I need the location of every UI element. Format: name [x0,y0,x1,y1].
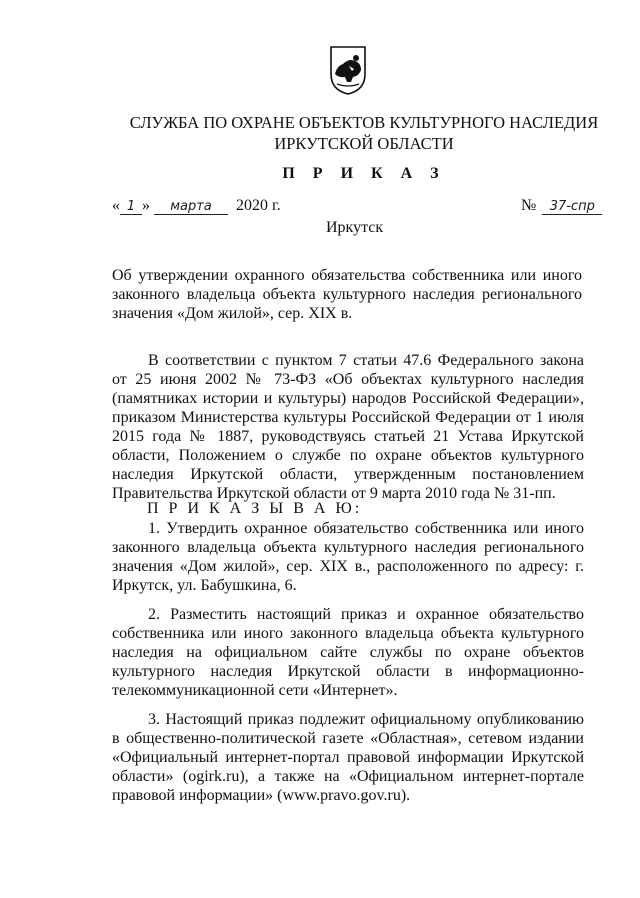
date-month-handwritten: марта [154,199,228,215]
irkutsk-coat-of-arms-icon [327,44,369,96]
order-item-text: 3. Настоящий приказ подлежит официальному опубликованию в общественно-политической газете «Областная», сетевом издании «Официальный интернет-портал правовой информации Иркутской области» (ogirk.ru), а также на «Официальном интернет-портале правовой информации» (www.pravo.gov.ru). [112,711,584,804]
document-subject: Об утверждении охранного обязательства собственника или иного законного владельца объекта культурного наследия регионального значения «Дом жилой», сер. XIX в. [112,267,582,322]
order-directive-heading: П Р И К А З Ы В А Ю: [147,500,363,517]
document-number [521,197,602,215]
date-day-handwritten: 1 [120,199,142,215]
order-item-3 [112,710,584,805]
number-handwritten: 37-спр [542,199,602,215]
order-item-1 [112,519,584,595]
order-item-text: 2. Разместить настоящий приказ и охранное обязательство собственника или иного законного владельца объекта культурного наследия на официальном сайте службы по охране объектов культурного наследия Иркутской области в информационно-телекоммуникационной сети «Интернет». [112,606,584,699]
number-prefix: № [521,197,537,214]
document-type-title: П Р И К А З [282,165,446,182]
order-item-text: 1. Утвердить охранное обязательство собственника или иного законного владельца объекта культурного наследия регионального значения «Дом жилой», сер. XIX в., расположенного по адресу: г. Иркутск, ул. Бабушкина, 6. [112,520,584,594]
date-year: 2020 г. [236,197,281,214]
agency-name [0,112,640,154]
agency-name-line1: СЛУЖБА ПО ОХРАНЕ ОБЪЕКТОВ КУЛЬТУРНОГО НАСЛЕДИЯ [129,113,599,132]
date-close-quote: » [142,197,150,214]
document-city: Иркутск [326,219,384,236]
document-date [112,197,281,215]
preamble-paragraph [112,351,584,503]
order-item-2 [112,605,584,700]
date-open-quote: « [112,197,120,214]
preamble-text: В соответствии с пунктом 7 статьи 47.6 Федерального закона от 25 июня 2002 № 73-ФЗ «Об объектах культурного наследия (памятниках истории и культуры) народов Российской Федерации», приказом Министерства культуры Российской Федерации от 1 июля 2015 года № 1887, руководствуясь статьей 21 Устава Иркутской области, Положением о службе по охране объектов культурного наследия Иркутской области, утвержденным постановлением Правительства Иркутской области от 9 марта 2010 года № 31-пп. [112,352,584,502]
agency-name-line2: ИРКУТСКОЙ ОБЛАСТИ [274,134,454,153]
